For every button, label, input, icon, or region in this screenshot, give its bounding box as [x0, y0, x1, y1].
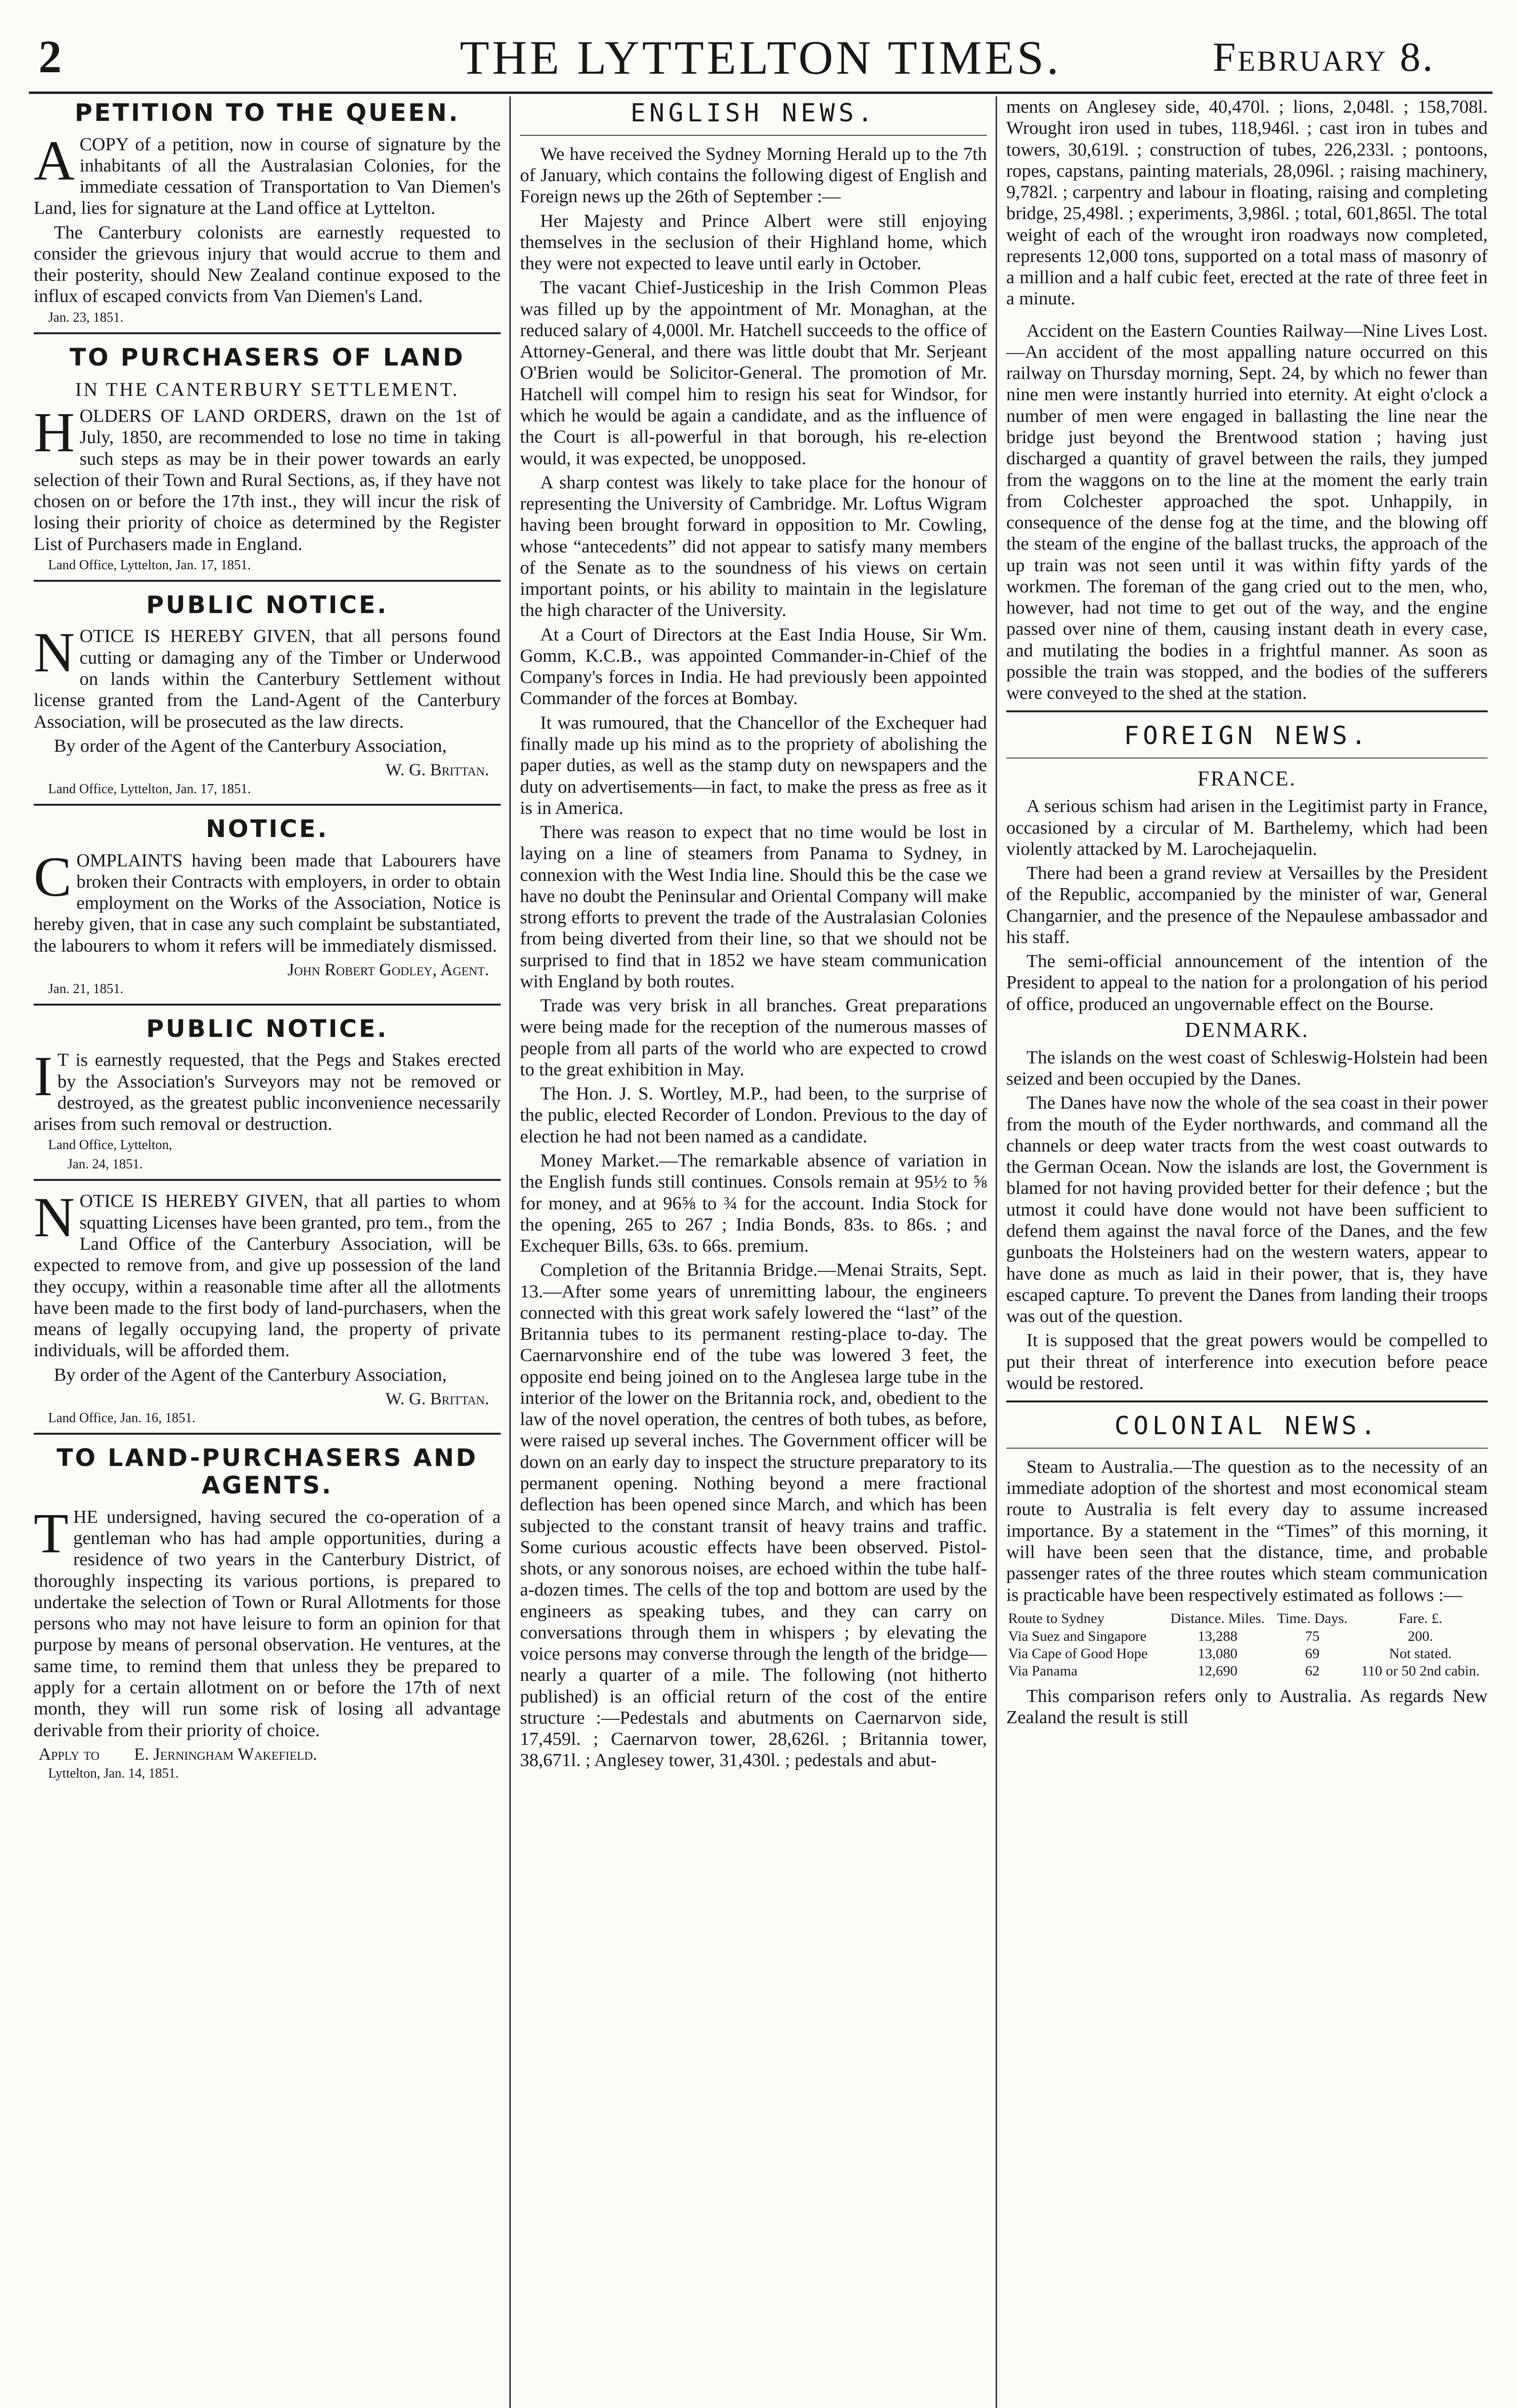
table-cell: 110 or 50 2nd cabin.	[1361, 1662, 1480, 1679]
page-number: 2	[39, 31, 62, 82]
table-cell: 75	[1305, 1628, 1320, 1644]
column-foreign-colonial-news	[1006, 96, 1488, 2408]
english-news-paragraph: The Hon. J. S. Wortley, M.P., had been, to the surprise of the public, elected Recorder of London. Previous to the day of election he had not been named as a candidate.	[520, 1084, 987, 1147]
france-paragraph: A serious schism had arisen in the Legitimist party in France, occasioned by a circular of M. Barthelemy, which had been violently attacked by M. Larochejaquelin.	[1006, 796, 1488, 859]
purchasers-signoff: Land Office, Lyttelton, Jan. 17, 1851.	[48, 557, 251, 573]
column-advertisements	[34, 96, 501, 2408]
english-news-paragraph: We have received the Sydney Morning Herald up to the 7th of January, which contains the following digest of English and Foreign news up the 26th of September :—	[520, 144, 987, 207]
column-english-news	[520, 96, 987, 2408]
steam-routes-table	[1006, 1610, 1488, 1680]
squatting-text: NOTICE IS HEREBY GIVEN, that all parties to whom squatting Licenses have been granted, pro tem., from the Land Office of the Canterbury Association, will be expected to remove from, and give up possession of the land they occupy, within a reasonable time after all the allotments have been made to the first body of land-purchasers, when the means of legally occupying land, the property of private individuals, will be afforded them.	[34, 1186, 501, 1361]
foreign-news-heading: FOREIGN NEWS.	[1124, 721, 1370, 751]
public-notice-pegs	[34, 1015, 501, 1173]
divider	[34, 804, 501, 806]
denmark-paragraph: The islands on the west coast of Schleswig-Holstein had been seized and been occupied by the Danes.	[1006, 1047, 1488, 1089]
divider	[34, 1004, 501, 1006]
colonial-news-heading: COLONIAL NEWS.	[1114, 1412, 1380, 1441]
table-header: Distance. Miles.	[1170, 1610, 1265, 1626]
english-news-paragraph: Her Majesty and Prince Albert were still enjoying themselves in the seclusion of their Highland home, which they were not expected to leave until early in October.	[520, 210, 987, 274]
public-notice-text: NOTICE IS HEREBY GIVEN, that all persons found cutting or damaging any of the Timber or Underwood on lands within the Canterbury Settlement without license granted from the Land-Agent of the Canterbury Association, will be prosecuted as the law directs.	[34, 621, 501, 732]
table-cell: 12,690	[1197, 1662, 1238, 1679]
colonial-paragraph: This comparison refers only to Australia. As regards New Zealand the result is still	[1006, 1686, 1488, 1728]
english-news-paragraph: There was reason to expect that no time would be lost in laying on a line of steamers from Panama to Sydney, in connexion with the West India line. Should this be the case we have no doubt the Peninsular and Oriental Company will make strong efforts to prevent the trade of the Australasian Colonies from being diverted from their line, so that we should not be surprised to find that in 1852 we have steam communication with England by both routes.	[520, 822, 987, 992]
english-news-paragraph: It was rumoured, that the Chancellor of the Exchequer had finally made up his mind as to the propriety of abolishing the paper duties, as well as the stamp duty on newspapers and the duty on advertisements—in fact, to make the press as free as it is in America.	[520, 712, 987, 818]
denmark-paragraph: It is supposed that the great powers would be compelled to put their threat of interference into execution before peace would be restored.	[1006, 1330, 1488, 1393]
squatting-signoff: Land Office, Jan. 16, 1851.	[48, 1410, 195, 1426]
petition-heading: PETITION TO THE QUEEN.	[75, 99, 460, 127]
english-news-paragraph: Money Market.—The remarkable absence of variation in the English funds still continues. Consols remain at 95½ to ⅝ for money, and at 96⅝ to ¾ for the account. India Stock for the opening, 265 to 267 ; India Bonds, 83s. to 86s. ; and Exchequer Bills, 63s. to 66s. premium.	[520, 1151, 987, 1256]
labour-notice-text: COMPLAINTS having been made that Labourers have broken their Contracts with employers, in order to obtain employment on the Works of the Association, Notice is hereby given, that in case any such complaint be substantiated, the labourers to whom it refers will be immediately dismissed.	[34, 845, 501, 956]
table-header: Fare. £.	[1398, 1610, 1442, 1626]
pegs-notice-signoff-1: Land Office, Lyttelton,	[48, 1138, 172, 1153]
petition-text-1: ACOPY of a petition, now in course of signature by the inhabitants of all the Australasian Colonies, for the immediate cessation of Transportation to Van Diemen's Land, lies for signature at the Land office at Lyttelton.	[34, 129, 501, 219]
agents-notice	[34, 1444, 501, 1781]
table-cell: Via Cape of Good Hope	[1008, 1645, 1148, 1662]
labour-notice-signatory: John Robert Godley, Agent.	[287, 959, 489, 979]
public-notice-signatory: W. G. Brittan.	[385, 760, 489, 780]
divider	[34, 1433, 501, 1435]
bridge-continued: ments on Anglesey side, 40,470l. ; lions, 2,048l. ; 158,708l. Wrought iron used in tubes, 118,946l. ; cast iron in tubes and towers, 30,619l. ; construction of tubes, 226,233l. ; pontoons, ropes, capstans, painting materials, 28,096l. ; raising machinery, 9,782l. ; carpentry and labour in floating, raising and completing bridge, 25,498l. ; experiments, 3,986l. ; total, 601,865l. The total weight of each of the wrought iron roadways now completed, represents 12,000 tons, supported on a total mass of masonry of a million and a half cubic feet, erected at the rate of three feet in a minute.	[1006, 97, 1488, 309]
divider	[1006, 758, 1488, 759]
table-row	[1006, 1628, 1488, 1645]
table-header: Time. Days.	[1277, 1610, 1348, 1626]
divider	[1006, 1448, 1488, 1449]
denmark-subheading: DENMARK.	[1185, 1018, 1309, 1042]
english-news-paragraph: Trade was very brisk in all branches. Great preparations were being made for the reception of the numerous masses of people from all parts of the world who are expected to crowd to the great exhibition in May.	[520, 995, 987, 1080]
column-rule-1	[509, 96, 511, 2408]
english-news-paragraph: Completion of the Britannia Bridge.—Menai Straits, Sept. 13.—After some years of unremitting labour, the engineers connected with this great work safely lowered the “last” of the Britannia tubes to its permanent resting-place to-day. The Caernarvonshire end of the tube was lowered 3 feet, the opposite end being joined on to the Anglesea large tube in the interior of the lower on the Britannia rock, and, obedient to the law of the novel operation, the centres of both tubes, as before, were raised up several inches. The Government officer will be down on an early day to inspect the structure preparatory to its permanent opening. Nothing beyond a mere fractional deflection has been opened since March, and which has been subjected to the constant transit of heavy trains and traffic. Some curious acoustic effects have been observed. Pistol-shots, or any sonorous noises, are echoed within the tube half-a-dozen times. The cells of the top and bottom are used by the engineers as speaking tubes, and they can carry on conversations through them in whispers ; by elevating the voice persons may converse through the length of the bridge—nearly a quarter of a mile. The following (not hitherto published) is an official return of the cost of the entire structure :—Pedestals and abutments on Caernarvon side, 17,459l. ; Caernarvon tower, 28,626l. ; Britannia tower, 38,671l. ; Anglesey tower, 31,430l. ; pedestals and abut-	[520, 1260, 987, 1771]
colonial-paragraph: Steam to Australia.—The question as to the necessity of an immediate adoption of the shortest and most economical steam route to Australia is felt every day to assume increased importance. By a statement in the “Times” of this morning, it will have been seen that the distance, time, and probable passenger rates of the three routes which steam communication is practicable have been respectively estimated as follows :—	[1006, 1456, 1488, 1605]
table-cell: 13,080	[1197, 1645, 1238, 1662]
table-cell: Via Panama	[1008, 1662, 1077, 1679]
squatting-order: By order of the Agent of the Canterbury Association,	[54, 1364, 447, 1385]
divider	[1006, 1400, 1488, 1402]
public-notice-order: By order of the Agent of the Canterbury Association,	[54, 735, 447, 756]
labour-notice	[34, 815, 501, 997]
english-news-paragraph: At a Court of Directors at the East India House, Sir Wm. Gomm, K.C.B., was appointed Commander-in-Chief of the Company's forces in India. He had previously been appointed Commander of the forces at Bombay.	[520, 624, 987, 709]
table-cell: 62	[1305, 1662, 1320, 1679]
railway-accident: Accident on the Eastern Counties Railway—Nine Lives Lost.—An accident of the most appalling nature occurred on this railway on Thursday morning, Sept. 24, by which no fewer than nine men were instantly hurried into eternity. At eight o'clock a number of men were engaged in ballasting the line near the bridge just beyond the Brentwood station ; having just discharged a quantity of gravel between the rails, they jumped from the waggons on to the line at the moment the early train from Colchester approached the spot. Unhappily, in consequence of the dense fog at the time, and the blowing off the steam of the engine of the ballast trucks, the approach of the up train was not seen until it was within fifty yards of the workmen. The foreman of the gang cried out to the men, who, however, had not time to get out of the way, and the engine passed over nine of them, causing instant death in every case, and mutilating the bodies in a frightful manner. As soon as possible the train was stopped, and the bodies of the sufferers were conveyed to the shed at the station.	[1006, 320, 1488, 704]
table-cell: Via Suez and Singapore	[1008, 1628, 1147, 1644]
agents-heading: TO LAND-PURCHASERS AND AGENTS.	[56, 1443, 478, 1500]
squatting-notice	[34, 1186, 501, 1426]
labour-notice-heading: NOTICE.	[206, 815, 329, 843]
english-news-paragraph: The vacant Chief-Justiceship in the Irish Common Pleas was filled up by the appointment of Mr. Monaghan, at the reduced salary of 4,000l. Mr. Hatchell succeeds to the office of Attorney-General, and there was little doubt that Mr. Serjeant O'Brien would be Solicitor-General. The promotion of Mr. Hatchell will compel him to resign his seat for Windsor, for which he would be again a candidate, and as the influence of the Court is all-powerful in that borough, his re-election would, it was expected, be unopposed.	[520, 277, 987, 469]
english-news-paragraph: A sharp contest was likely to take place for the honour of representing the University of Cambridge. Mr. Loftus Wigram having been brought forward in opposition to Mr. Cowling, whose “antecedents” did not appear to satisfy many members of the Senate as to the soundness of his views on certain important points, or his ability to maintain in the legislature the high character of the University.	[520, 472, 987, 621]
divider	[34, 1179, 501, 1181]
agents-apply: Apply to E. Jerningham Wakefield.	[39, 1744, 317, 1764]
table-header: Route to Sydney	[1008, 1610, 1104, 1626]
purchasers-heading: TO PURCHASERS OF LAND	[69, 343, 465, 371]
purchasers-subheading: IN THE CANTERBURY SETTLEMENT.	[75, 379, 459, 401]
table-cell: 13,288	[1197, 1628, 1238, 1644]
petition-notice	[34, 99, 501, 326]
column-rule-2	[996, 96, 997, 2408]
divider	[34, 332, 501, 334]
masthead	[29, 19, 1492, 94]
table-cell: 200.	[1408, 1628, 1433, 1644]
agents-signoff: Lyttelton, Jan. 14, 1851.	[48, 1766, 179, 1781]
english-news-heading: ENGLISH NEWS.	[630, 99, 877, 128]
pegs-notice-signoff-2: Jan. 24, 1851.	[67, 1157, 143, 1172]
denmark-paragraph: The Danes have now the whole of the sea coast in their power from the mouth of the Eyder northwards, and command all the channels or deep water tracts from the west coast outwards to the German Ocean. Now the islands are lost, the Government is blamed for not having provided better for their defence ; but the utmost it could have done would not have been sufficient to defend them against the naval force of the Danes, and the few gunboats the Holsteiners had on the western waters, appear to have done as much as laid in their power, that is, they have escaped capture. To prevent the Danes from landing their troops was out of the question.	[1006, 1093, 1488, 1327]
purchasers-text: HOLDERS OF LAND ORDERS, drawn on the 1st of July, 1850, are recommended to lose no time in taking such steps as may be in their power towards an early selection of their Town and Rural Sections, as, if they have not chosen on or before the 17th inst., they will incur the risk of losing their priority of choice as determined by the Register List of Purchasers made in England.	[34, 401, 501, 554]
agents-text: THE undersigned, having secured the co-operation of a gentleman who has had ample opportunities, during a residence of two years in the Canterbury District, of thoroughly inspecting its various portions, is prepared to undertake the selection of Town or Rural Allotments for those persons who may not have leisure to form an opinion for that purpose by means of personal observation. He ventures, at the same time, to remind them that unless they be prepared to apply for a certain allotment on or before the 17th of next month, they will run some risk of losing all advantage derivable from their priority of choice.	[34, 1501, 501, 1741]
public-notice-signoff: Land Office, Lyttelton, Jan. 17, 1851.	[48, 782, 251, 797]
pegs-notice-text: IT is earnestly requested, that the Pegs and Stakes erected by the Association's Surveyors may not be removed or destroyed, as the greatest public inconvenience necessarily arises from such removal or destruction.	[34, 1045, 501, 1135]
public-notice-timber	[34, 591, 501, 797]
france-subheading: FRANCE.	[1197, 767, 1297, 791]
divider	[34, 580, 501, 582]
divider	[520, 135, 987, 136]
labour-notice-date: Jan. 21, 1851.	[48, 981, 124, 996]
france-paragraph: The semi-official announcement of the intention of the President to appeal to the nation for a prolongation of his period of office, produced an ungovernable effect on the Bourse.	[1006, 951, 1488, 1014]
newspaper-title: THE LYTTELTON TIMES.	[460, 31, 1062, 84]
petition-text-2: The Canterbury colonists are earnestly requested to consider the grievous injury that would accrue to them and their posterity, should New Zealand continue exposed to the influx of escaped convicts from Van Diemen's Land.	[34, 222, 501, 307]
table-header-row	[1006, 1610, 1488, 1628]
colonial-news-section	[1006, 1412, 1488, 1728]
issue-date: February 8.	[1212, 34, 1435, 80]
table-row	[1006, 1662, 1488, 1680]
table-row	[1006, 1645, 1488, 1662]
divider	[1006, 710, 1488, 712]
petition-date: Jan. 23, 1851.	[48, 310, 124, 325]
purchasers-notice	[34, 344, 501, 573]
public-notice-heading: PUBLIC NOTICE.	[146, 590, 389, 619]
table-cell: Not stated.	[1389, 1645, 1452, 1662]
pegs-notice-heading: PUBLIC NOTICE.	[146, 1014, 389, 1043]
foreign-news-section	[1006, 722, 1488, 1394]
squatting-signatory: W. G. Brittan.	[385, 1388, 489, 1408]
table-cell: 69	[1305, 1645, 1320, 1662]
france-paragraph: There had been a grand review at Versailles by the President of the Republic, accompanied by the minister of war, General Changarnier, and the presence of the Nepaulese ambassador and his staff.	[1006, 863, 1488, 947]
